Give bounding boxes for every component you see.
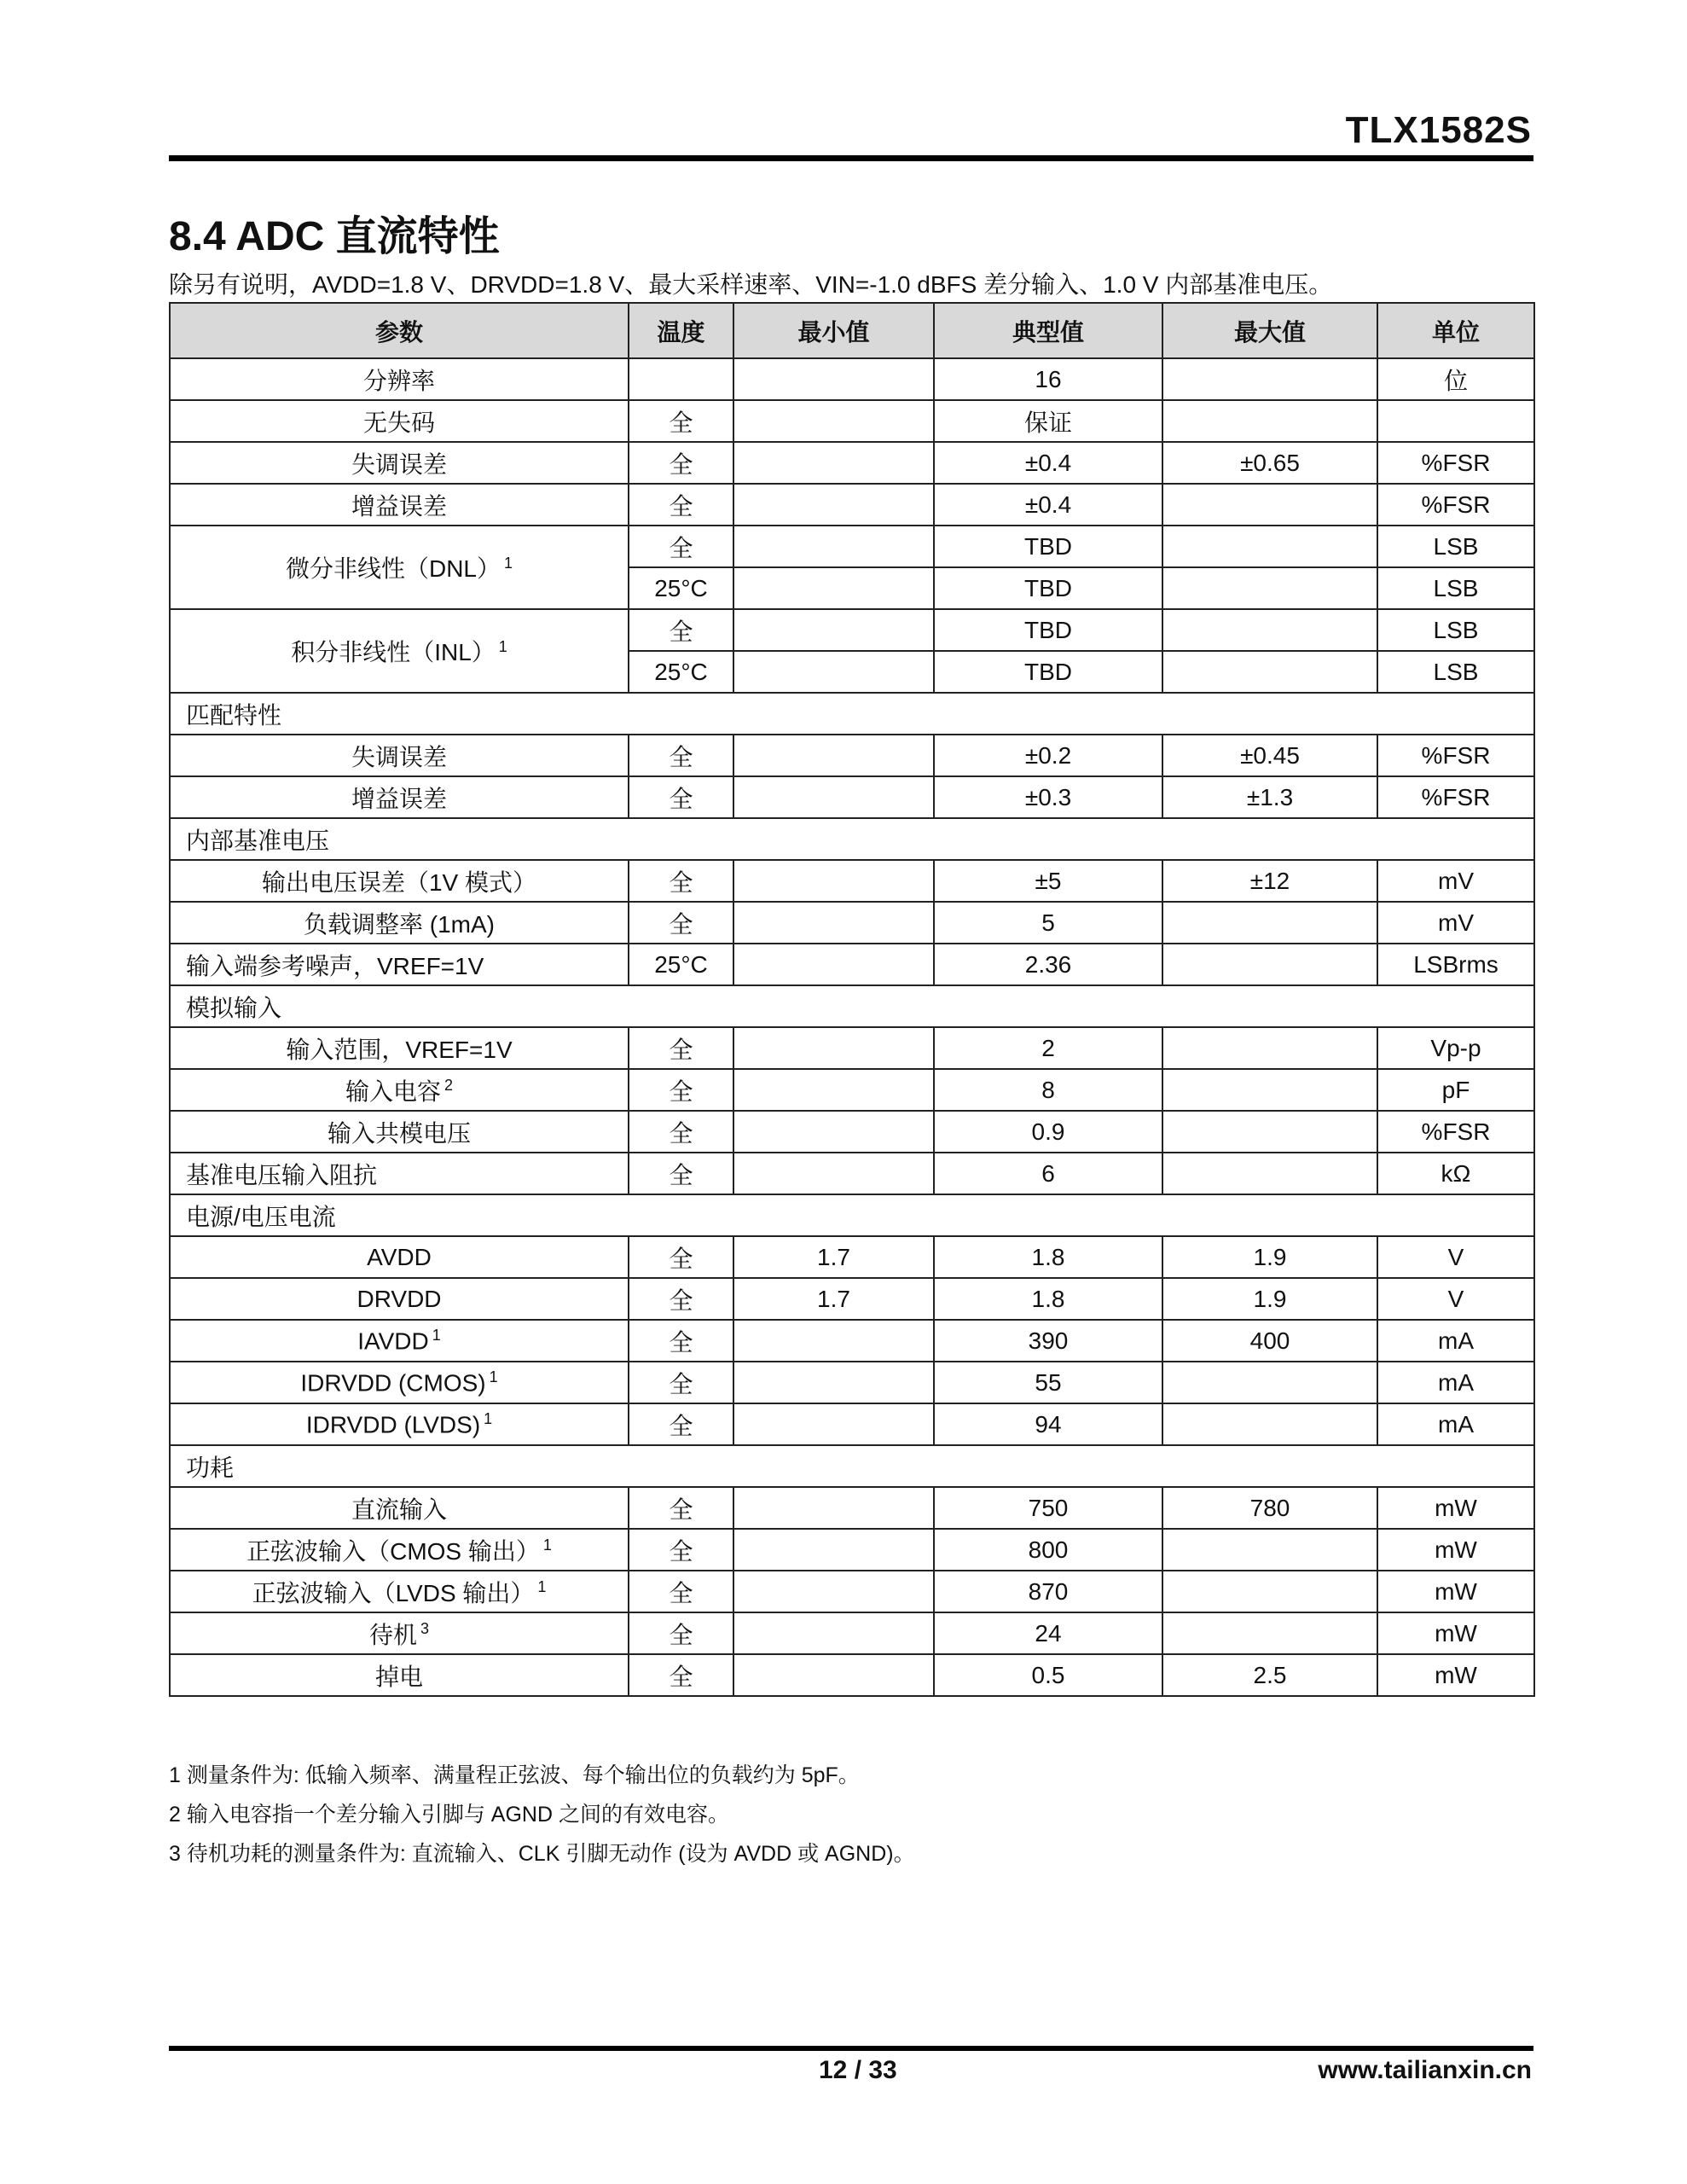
param-label: 积分非线性（INL） [291,639,496,665]
table-row [170,526,1534,567]
unit-cell: Vp-p [1377,1027,1534,1069]
min-cell [733,609,934,651]
max-cell: ±0.45 [1162,735,1377,776]
table-row [170,902,1534,944]
param-cell [170,1027,629,1069]
table-row [170,400,1534,442]
min-cell: 1.7 [733,1236,934,1278]
param-label: 增益误差 [351,785,447,812]
max-cell: 400 [1162,1320,1377,1362]
footnote-ref: 1 [504,554,513,572]
table-row [170,1571,1534,1612]
temp-cell: 全 [629,1236,733,1278]
temp-cell: 全 [629,400,733,442]
footer-rule [169,2046,1533,2051]
temp-cell [629,358,733,400]
temp-cell: 全 [629,526,733,567]
param-cell [170,358,629,400]
param-label: 负载调整率 (1mA) [303,910,495,938]
header-min: 最小值 [733,303,934,358]
min-cell [733,526,934,567]
table-row [170,944,1534,985]
min-cell [733,1153,934,1194]
typ-cell: ±5 [934,860,1162,902]
min-cell [733,1487,934,1529]
footnote-ref: 1 [537,1578,547,1596]
header-temp: 温度 [629,303,733,358]
unit-cell: 位 [1377,358,1534,400]
unit-cell [1377,400,1534,442]
footnote: 1 测量条件为: 低输入频率、满量程正弦波、每个输出位的负载约为 5pF。 [169,1763,860,1787]
typ-cell: 5 [934,902,1162,944]
param-label: 输入范围，VREF=1V [286,1036,513,1063]
typ-cell: 0.5 [934,1654,1162,1696]
param-cell [170,735,629,776]
param-label: AVDD [367,1243,432,1270]
min-cell [733,902,934,944]
dc-characteristics-table [169,302,1535,1697]
unit-cell: mW [1377,1571,1534,1612]
temp-cell: 全 [629,1403,733,1445]
table-row [170,442,1534,484]
typ-cell: 750 [934,1487,1162,1529]
footnote-ref: 1 [489,1368,498,1385]
max-cell [1162,1403,1377,1445]
max-cell [1162,1612,1377,1654]
param-label: IAVDD [357,1327,429,1355]
unit-cell: kΩ [1377,1153,1534,1194]
temp-cell: 全 [629,860,733,902]
param-label: IDRVDD (CMOS) [300,1369,486,1397]
footnote-ref: 3 [420,1620,430,1638]
section-label: 模拟输入 [170,985,1534,1027]
table-row [170,1612,1534,1654]
max-cell: 1.9 [1162,1278,1377,1320]
unit-cell: LSB [1377,609,1534,651]
typ-cell: 1.8 [934,1278,1162,1320]
footnote-ref: 1 [542,1536,552,1554]
footnote: 3 待机功耗的测量条件为: 直流输入、CLK 引脚无动作 (设为 AVDD 或 AGND)。 [169,1842,915,1866]
max-cell [1162,1571,1377,1612]
table-row [170,1069,1534,1111]
max-cell: 780 [1162,1487,1377,1529]
table-row [170,1153,1534,1194]
unit-cell: mA [1377,1403,1534,1445]
temp-cell: 25°C [629,651,733,693]
temp-cell: 全 [629,1111,733,1153]
unit-cell: %FSR [1377,484,1534,526]
max-cell [1162,1111,1377,1153]
param-cell [170,944,629,985]
temp-cell: 全 [629,1069,733,1111]
param-cell [170,609,629,693]
temp-cell: 全 [629,1571,733,1612]
typ-cell: ±0.4 [934,442,1162,484]
typ-cell: TBD [934,609,1162,651]
unit-cell: mA [1377,1320,1534,1362]
unit-cell: LSB [1377,526,1534,567]
page-number: 12 / 33 [819,2056,897,2084]
min-cell [733,1403,934,1445]
temp-cell: 全 [629,1320,733,1362]
typ-cell: 390 [934,1320,1162,1362]
unit-cell: mV [1377,902,1534,944]
typ-cell: ±0.2 [934,735,1162,776]
temp-cell: 25°C [629,944,733,985]
param-label: 正弦波输入（CMOS 输出） [246,1537,540,1565]
unit-cell: V [1377,1236,1534,1278]
unit-cell: pF [1377,1069,1534,1111]
footnote: 2 输入电容指一个差分输入引脚与 AGND 之间的有效电容。 [169,1803,729,1827]
typ-cell: 94 [934,1403,1162,1445]
table-row [170,1654,1534,1696]
typ-cell: 保证 [934,400,1162,442]
min-cell [733,1529,934,1571]
typ-cell: 8 [934,1069,1162,1111]
table-row [170,1320,1534,1362]
typ-cell: 16 [934,358,1162,400]
temp-cell: 全 [629,609,733,651]
table-row [170,609,1534,651]
temp-cell: 全 [629,902,733,944]
unit-cell: LSB [1377,651,1534,693]
max-cell [1162,609,1377,651]
param-cell [170,442,629,484]
typ-cell: 2 [934,1027,1162,1069]
min-cell [733,1612,934,1654]
param-label: 输入共模电压 [327,1119,471,1147]
min-cell [733,1111,934,1153]
unit-cell: %FSR [1377,1111,1534,1153]
param-cell [170,1362,629,1403]
min-cell [733,1571,934,1612]
param-cell [170,1069,629,1111]
section-title: 8.4 ADC 直流特性 [169,214,500,259]
table-row [170,358,1534,400]
temp-cell: 全 [629,442,733,484]
table-row [170,1529,1534,1571]
max-cell [1162,567,1377,609]
footnote-ref: 1 [498,637,507,655]
param-label: 掉电 [374,1663,423,1690]
header-param: 参数 [170,303,629,358]
header-typ: 典型值 [934,303,1162,358]
min-cell [733,400,934,442]
max-cell [1162,1027,1377,1069]
typ-cell: TBD [934,651,1162,693]
temp-cell: 全 [629,1278,733,1320]
table-row [170,735,1534,776]
product-name: TLX1582S [1345,109,1532,151]
max-cell [1162,1362,1377,1403]
table-row [170,1027,1534,1069]
typ-cell: 800 [934,1529,1162,1571]
param-label: 正弦波输入（LVDS 输出） [252,1579,535,1606]
typ-cell: TBD [934,526,1162,567]
min-cell [733,358,934,400]
param-cell [170,1153,629,1194]
min-cell: 1.7 [733,1278,934,1320]
section-row [170,693,1534,735]
unit-cell: mW [1377,1529,1534,1571]
param-label: 输入端参考噪声，VREF=1V [186,952,484,979]
min-cell [733,944,934,985]
min-cell [733,1654,934,1696]
param-label: 输入电容 [345,1077,441,1105]
param-label: 分辨率 [362,367,435,394]
section-label: 功耗 [170,1445,1534,1487]
table-row [170,484,1534,526]
typ-cell: 55 [934,1362,1162,1403]
min-cell [733,1320,934,1362]
temp-cell: 全 [629,1027,733,1069]
min-cell [733,735,934,776]
param-cell [170,1529,629,1571]
param-label: DRVDD [357,1285,442,1312]
param-label: 失调误差 [351,450,447,478]
min-cell [733,567,934,609]
param-cell [170,400,629,442]
typ-cell: TBD [934,567,1162,609]
max-cell [1162,1529,1377,1571]
min-cell [733,776,934,818]
min-cell [733,651,934,693]
min-cell [733,1362,934,1403]
section-label: 内部基准电压 [170,818,1534,860]
table-row [170,1487,1534,1529]
temp-cell: 全 [629,1654,733,1696]
table-row [170,1236,1534,1278]
param-label: 待机 [368,1621,417,1648]
unit-cell: mW [1377,1487,1534,1529]
footnotes [169,1756,915,1873]
typ-cell: 2.36 [934,944,1162,985]
param-cell [170,860,629,902]
footnote-ref: 2 [444,1077,454,1095]
min-cell [733,484,934,526]
min-cell [733,860,934,902]
unit-cell: mA [1377,1362,1534,1403]
param-label: 无失码 [362,409,435,436]
header-rule [169,155,1533,161]
min-cell [733,442,934,484]
section-row [170,818,1534,860]
section-row [170,985,1534,1027]
table-body [170,358,1534,1696]
max-cell [1162,944,1377,985]
max-cell: ±0.65 [1162,442,1377,484]
header-max: 最大值 [1162,303,1377,358]
table-row [170,1111,1534,1153]
table-row [170,1278,1534,1320]
param-cell [170,1320,629,1362]
param-cell [170,776,629,818]
param-cell [170,1654,629,1696]
param-label: IDRVDD (LVDS) [305,1411,481,1438]
param-cell [170,1487,629,1529]
param-cell [170,902,629,944]
unit-cell: %FSR [1377,442,1534,484]
temp-cell: 全 [629,1529,733,1571]
header-unit: 单位 [1377,303,1534,358]
param-cell [170,1403,629,1445]
temp-cell: 全 [629,776,733,818]
max-cell: ±12 [1162,860,1377,902]
param-cell [170,526,629,609]
max-cell: 1.9 [1162,1236,1377,1278]
temp-cell: 25°C [629,567,733,609]
section-label: 电源/电压电流 [170,1194,1534,1236]
section-row [170,1445,1534,1487]
unit-cell: mV [1377,860,1534,902]
unit-cell: %FSR [1377,735,1534,776]
table-row [170,860,1534,902]
typ-cell: ±0.4 [934,484,1162,526]
unit-cell: LSBrms [1377,944,1534,985]
unit-cell: LSB [1377,567,1534,609]
min-cell [733,1069,934,1111]
table-row [170,1362,1534,1403]
param-cell [170,1236,629,1278]
param-cell [170,1612,629,1654]
temp-cell: 全 [629,1612,733,1654]
max-cell [1162,651,1377,693]
min-cell [733,1027,934,1069]
typ-cell: 0.9 [934,1111,1162,1153]
param-label: 输出电压误差（1V 模式） [261,868,537,896]
footnote-ref: 1 [484,1409,493,1427]
typ-cell: ±0.3 [934,776,1162,818]
param-label: 直流输入 [351,1496,447,1523]
param-cell [170,484,629,526]
typ-cell: 24 [934,1612,1162,1654]
max-cell [1162,526,1377,567]
temp-cell: 全 [629,1153,733,1194]
unit-cell: %FSR [1377,776,1534,818]
test-conditions: 除另有说明，AVDD=1.8 V、DRVDD=1.8 V、最大采样速率、VIN=-1.0 dBFS 差分输入、1.0 V 内部基准电压。 [169,271,1333,298]
param-cell [170,1571,629,1612]
param-cell [170,1111,629,1153]
param-cell [170,1278,629,1320]
max-cell [1162,358,1377,400]
param-label: 基准电压输入阻抗 [186,1161,378,1188]
table-row [170,1403,1534,1445]
section-row [170,1194,1534,1236]
temp-cell: 全 [629,1487,733,1529]
table-header-row [170,303,1534,358]
unit-cell: mW [1377,1654,1534,1696]
max-cell [1162,1153,1377,1194]
max-cell: 2.5 [1162,1654,1377,1696]
table-row [170,776,1534,818]
max-cell [1162,484,1377,526]
unit-cell: V [1377,1278,1534,1320]
temp-cell: 全 [629,1362,733,1403]
footnote-ref: 1 [432,1326,441,1344]
section-label: 匹配特性 [170,693,1534,735]
temp-cell: 全 [629,484,733,526]
temp-cell: 全 [629,735,733,776]
typ-cell: 870 [934,1571,1162,1612]
typ-cell: 1.8 [934,1236,1162,1278]
max-cell [1162,1069,1377,1111]
max-cell [1162,400,1377,442]
website: www.tailianxin.cn [1318,2056,1532,2084]
max-cell [1162,902,1377,944]
param-label: 失调误差 [351,743,447,770]
max-cell: ±1.3 [1162,776,1377,818]
param-label: 增益误差 [351,492,447,520]
typ-cell: 6 [934,1153,1162,1194]
unit-cell: mW [1377,1612,1534,1654]
param-label: 微分非线性（DNL） [285,555,501,582]
